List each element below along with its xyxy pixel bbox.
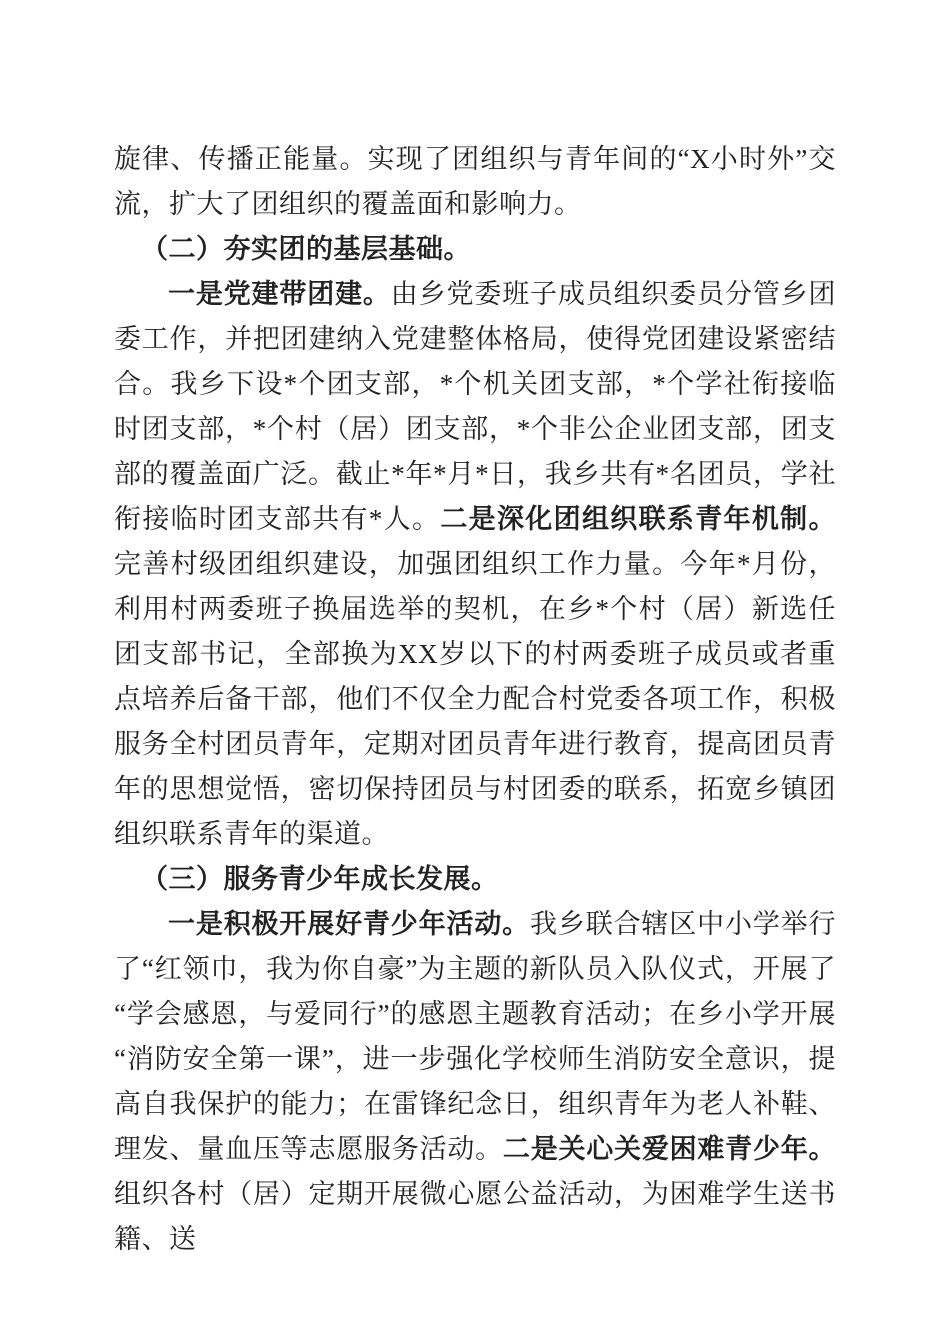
emphasis-text-run: 二是关心关爱困难青少年。	[502, 1134, 837, 1164]
text-run: 组织各村（居）定期开展微心愿公益活动，为困难学生送书籍、送	[114, 1179, 836, 1254]
text-run: 由乡党委班子成员组织委员分管乡团委工作，并把团建纳入党建整体格局，使得党团建设紧密结合。我乡下设*个团支部，*个机关团支部，*个学社衔接临时团支部，*个村（居）团支部，*个非公企业团支部，团支部的覆盖面广泛。截止*年*月*日，我乡共有*名团员，学社衔接临时团支部共有*人。	[114, 279, 837, 534]
text-run: 我乡联合辖区中小学举行了“红领巾，我为你自豪”为主题的新队员入队仪式，开展了“学会感恩，与爱同行”的感恩主题教育活动；在乡小学开展“消防安全第一课”，进一步强化学校师生消防安全意识，提高自我保护的能力；在雷锋纪念日，组织青年为老人补鞋、理发、量血压等志愿服务活动。	[114, 909, 837, 1164]
text-run: 旋律、传播正能量。实现了团组织与青年间的“X小时外”交流，扩大了团组织的覆盖面和影响力。	[114, 144, 836, 219]
emphasis-text-run: 一是积极开展好青少年活动。	[168, 909, 531, 939]
emphasis-text-run: 二是深化团组织联系青年机制。	[440, 504, 837, 534]
emphasis-text-run: （二）夯实团的基层基础。	[141, 234, 471, 264]
text-run: 完善村级团组织建设，加强团组织工作力量。今年*月份，利用村两委班子换届选举的契机，在乡*个村（居）新选任团支部书记，全部换为XX岁以下的村两委班子成员或者重点培养后备干部，他们不仅全力配合村党委各项工作，积极服务全村团员青年，定期对团员青年进行教育，提高团员青年的思想觉悟，密切保持团员与村团委的联系，拓宽乡镇团组织联系青年的渠道。	[114, 549, 836, 849]
section-heading-3	[114, 857, 836, 902]
section-heading-2	[114, 227, 836, 272]
body-paragraph-continuation	[114, 137, 836, 227]
body-paragraph-party-building	[114, 272, 836, 857]
emphasis-text-run: 一是党建带团建。	[168, 279, 391, 309]
document-content	[114, 137, 836, 1262]
emphasis-text-run: （三）服务青少年成长发展。	[141, 864, 499, 894]
body-paragraph-youth-services	[114, 902, 836, 1262]
